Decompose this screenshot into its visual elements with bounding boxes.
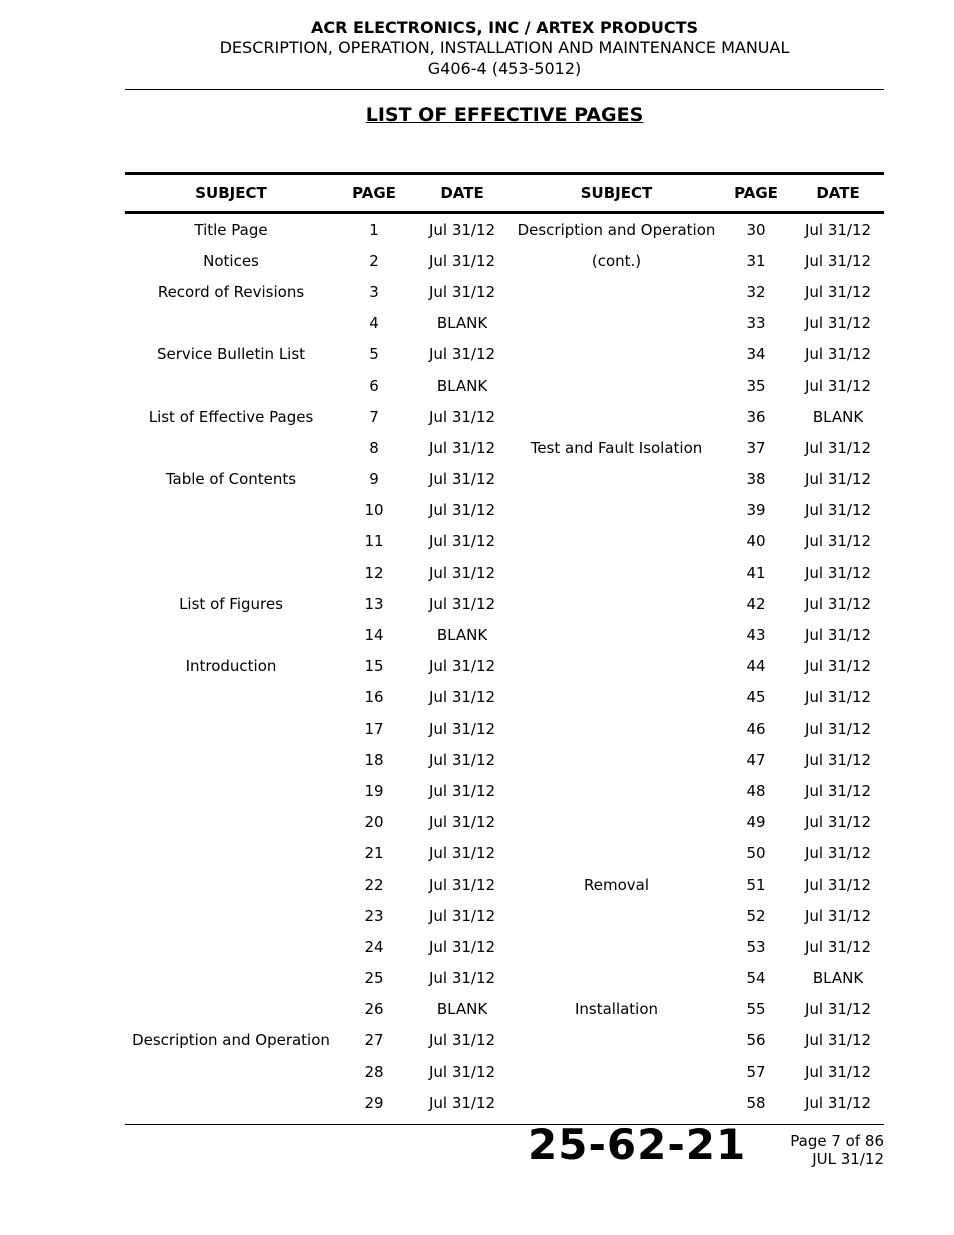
subject-cell bbox=[513, 276, 720, 307]
subject-cell bbox=[513, 963, 720, 994]
page-cell: 58 bbox=[746, 1093, 766, 1112]
table-row bbox=[125, 464, 884, 495]
subject-cell bbox=[513, 588, 720, 619]
date-cell: Jul 31/12 bbox=[804, 875, 872, 894]
date-cell: Jul 31/12 bbox=[428, 657, 496, 676]
table-row bbox=[125, 775, 884, 806]
table-row bbox=[125, 994, 884, 1025]
table-row bbox=[125, 869, 884, 900]
table-row bbox=[125, 651, 884, 682]
page-cell: 9 bbox=[369, 470, 379, 489]
subject-cell bbox=[125, 900, 337, 931]
subject-cell bbox=[125, 994, 337, 1025]
subject-cell bbox=[125, 619, 337, 650]
table-row bbox=[125, 495, 884, 526]
date-cell: Jul 31/12 bbox=[428, 906, 496, 925]
page-cell: 38 bbox=[746, 470, 766, 489]
date-cell: Jul 31/12 bbox=[428, 844, 496, 863]
date-cell: BLANK bbox=[812, 407, 864, 426]
table-row bbox=[125, 900, 884, 931]
page-cell: 54 bbox=[746, 969, 766, 988]
table-row bbox=[125, 931, 884, 962]
page-cell: 50 bbox=[746, 844, 766, 863]
subject-cell bbox=[513, 308, 720, 339]
table-row bbox=[125, 213, 884, 246]
date-cell: Jul 31/12 bbox=[428, 563, 496, 582]
subject-cell bbox=[513, 900, 720, 931]
page-cell: 8 bbox=[369, 438, 379, 457]
page-cell: 32 bbox=[746, 282, 766, 301]
table-row bbox=[125, 526, 884, 557]
page-cell: 37 bbox=[746, 438, 766, 457]
page-cell: 39 bbox=[746, 501, 766, 520]
page-cell: 11 bbox=[364, 532, 384, 551]
subject-cell bbox=[125, 526, 337, 557]
date-cell: Jul 31/12 bbox=[428, 875, 496, 894]
revision-date: JUL 31/12 bbox=[812, 1150, 884, 1168]
subject-cell: Removal bbox=[583, 875, 649, 894]
page-cell: 49 bbox=[746, 813, 766, 832]
page-cell: 28 bbox=[364, 1062, 384, 1081]
subject-cell bbox=[513, 1025, 720, 1056]
page-cell: 48 bbox=[746, 781, 766, 800]
subject-cell bbox=[125, 1056, 337, 1087]
date-cell: Jul 31/12 bbox=[804, 438, 872, 457]
page-cell: 53 bbox=[746, 937, 766, 956]
subject-cell bbox=[513, 744, 720, 775]
subject-cell bbox=[125, 838, 337, 869]
subject-cell: Record of Revisions bbox=[157, 282, 305, 301]
subject-cell bbox=[125, 557, 337, 588]
subject-cell: Service Bulletin List bbox=[156, 345, 306, 364]
date-cell: Jul 31/12 bbox=[804, 719, 872, 738]
date-cell: Jul 31/12 bbox=[428, 501, 496, 520]
subject-cell: Test and Fault Isolation bbox=[530, 438, 703, 457]
subject-cell bbox=[125, 1087, 337, 1118]
page-title: LIST OF EFFECTIVE PAGES bbox=[365, 104, 644, 126]
page-cell: 21 bbox=[364, 844, 384, 863]
page-cell: 16 bbox=[364, 688, 384, 707]
date-cell: BLANK bbox=[436, 376, 488, 395]
page-cell: 22 bbox=[364, 875, 384, 894]
date-cell: Jul 31/12 bbox=[428, 937, 496, 956]
subject-cell bbox=[513, 370, 720, 401]
footer-divider bbox=[125, 1124, 884, 1125]
subject-cell bbox=[513, 1056, 720, 1087]
date-cell: Jul 31/12 bbox=[804, 657, 872, 676]
subject-cell bbox=[513, 495, 720, 526]
page-cell: 3 bbox=[369, 282, 379, 301]
table-row bbox=[125, 682, 884, 713]
date-cell: Jul 31/12 bbox=[804, 470, 872, 489]
table-row bbox=[125, 276, 884, 307]
page-cell: 5 bbox=[369, 345, 379, 364]
table-row bbox=[125, 557, 884, 588]
document-number: 25-62-21 bbox=[528, 1120, 747, 1169]
page-cell: 52 bbox=[746, 906, 766, 925]
date-cell: Jul 31/12 bbox=[804, 781, 872, 800]
page-cell: 33 bbox=[746, 314, 766, 333]
table-row bbox=[125, 432, 884, 463]
page-number: Page 7 of 86 bbox=[790, 1132, 884, 1150]
page-cell: 46 bbox=[746, 719, 766, 738]
page-cell: 23 bbox=[364, 906, 384, 925]
subject-cell bbox=[513, 464, 720, 495]
date-cell: Jul 31/12 bbox=[428, 407, 496, 426]
date-cell: BLANK bbox=[436, 626, 488, 645]
date-cell: Jul 31/12 bbox=[428, 438, 496, 457]
subject-cell: Installation bbox=[574, 1000, 659, 1019]
page-cell: 6 bbox=[369, 376, 379, 395]
subject-cell: Notices bbox=[203, 251, 259, 270]
date-cell: Jul 31/12 bbox=[804, 906, 872, 925]
date-cell: Jul 31/12 bbox=[804, 1000, 872, 1019]
subject-cell bbox=[125, 744, 337, 775]
page-cell: 31 bbox=[746, 251, 766, 270]
table-row bbox=[125, 245, 884, 276]
subject-cell bbox=[513, 931, 720, 962]
date-cell: Jul 31/12 bbox=[428, 282, 496, 301]
subject-cell bbox=[513, 401, 720, 432]
page-cell: 20 bbox=[364, 813, 384, 832]
column-header: SUBJECT bbox=[125, 174, 337, 213]
table-row bbox=[125, 339, 884, 370]
page-cell: 35 bbox=[746, 376, 766, 395]
page-cell: 25 bbox=[364, 969, 384, 988]
date-cell: Jul 31/12 bbox=[428, 750, 496, 769]
subject-cell bbox=[125, 963, 337, 994]
subject-cell: Description and Operation bbox=[132, 1031, 330, 1050]
table-row bbox=[125, 370, 884, 401]
date-cell: Jul 31/12 bbox=[428, 781, 496, 800]
page-cell: 19 bbox=[364, 781, 384, 800]
date-cell: Jul 31/12 bbox=[428, 251, 496, 270]
date-cell: Jul 31/12 bbox=[804, 1031, 872, 1050]
date-cell: Jul 31/12 bbox=[428, 1062, 496, 1081]
subject-cell bbox=[125, 869, 337, 900]
subject-cell bbox=[513, 682, 720, 713]
date-cell: Jul 31/12 bbox=[804, 688, 872, 707]
page-cell: 10 bbox=[364, 501, 384, 520]
subject-cell bbox=[125, 308, 337, 339]
subject-cell bbox=[513, 339, 720, 370]
subject-cell bbox=[125, 495, 337, 526]
subject-cell bbox=[513, 807, 720, 838]
date-cell: Jul 31/12 bbox=[428, 969, 496, 988]
subject-cell bbox=[513, 526, 720, 557]
date-cell: Jul 31/12 bbox=[804, 1062, 872, 1081]
column-header: DATE bbox=[411, 174, 513, 213]
date-cell: Jul 31/12 bbox=[428, 345, 496, 364]
date-cell: Jul 31/12 bbox=[804, 532, 872, 551]
date-cell: Jul 31/12 bbox=[428, 719, 496, 738]
page-cell: 2 bbox=[369, 251, 379, 270]
date-cell: Jul 31/12 bbox=[428, 1093, 496, 1112]
table-row bbox=[125, 963, 884, 994]
date-cell: BLANK bbox=[812, 969, 864, 988]
date-cell: Jul 31/12 bbox=[804, 376, 872, 395]
subject-cell bbox=[513, 838, 720, 869]
date-cell: Jul 31/12 bbox=[428, 1031, 496, 1050]
subject-cell: (cont.) bbox=[591, 251, 642, 270]
page-cell: 12 bbox=[364, 563, 384, 582]
page-cell: 42 bbox=[746, 594, 766, 613]
page-cell: 17 bbox=[364, 719, 384, 738]
page-cell: 34 bbox=[746, 345, 766, 364]
subject-cell bbox=[513, 713, 720, 744]
page-cell: 41 bbox=[746, 563, 766, 582]
date-cell: Jul 31/12 bbox=[804, 314, 872, 333]
subject-cell bbox=[513, 651, 720, 682]
date-cell: Jul 31/12 bbox=[428, 594, 496, 613]
effective-pages-table bbox=[125, 172, 884, 1118]
date-cell: Jul 31/12 bbox=[428, 470, 496, 489]
date-cell: BLANK bbox=[436, 1000, 488, 1019]
subject-cell: Description and Operation bbox=[517, 220, 716, 239]
table-header-row bbox=[125, 174, 884, 213]
page-cell: 55 bbox=[746, 1000, 766, 1019]
header-divider bbox=[125, 89, 884, 90]
page-cell: 57 bbox=[746, 1062, 766, 1081]
table-row bbox=[125, 1087, 884, 1118]
subject-cell bbox=[125, 775, 337, 806]
subject-cell: List of Figures bbox=[179, 594, 283, 613]
date-cell: Jul 31/12 bbox=[804, 345, 872, 364]
subject-cell bbox=[513, 775, 720, 806]
page-cell: 13 bbox=[364, 594, 384, 613]
date-cell: BLANK bbox=[436, 314, 488, 333]
page-cell: 27 bbox=[364, 1031, 384, 1050]
column-header: PAGE bbox=[720, 174, 792, 213]
date-cell: Jul 31/12 bbox=[804, 251, 872, 270]
subject-cell bbox=[125, 807, 337, 838]
date-cell: Jul 31/12 bbox=[804, 844, 872, 863]
table-row bbox=[125, 713, 884, 744]
column-header: PAGE bbox=[337, 174, 411, 213]
page-cell: 14 bbox=[364, 626, 384, 645]
page-cell: 1 bbox=[369, 220, 379, 239]
date-cell: Jul 31/12 bbox=[804, 1093, 872, 1112]
company-name: ACR ELECTRONICS, INC / ARTEX PRODUCTS bbox=[310, 18, 699, 37]
subject-cell bbox=[125, 713, 337, 744]
page-cell: 30 bbox=[746, 220, 766, 239]
page-cell: 47 bbox=[746, 750, 766, 769]
table-row bbox=[125, 1056, 884, 1087]
page-info bbox=[790, 1132, 884, 1168]
page-cell: 24 bbox=[364, 937, 384, 956]
table-row bbox=[125, 744, 884, 775]
page-cell: 7 bbox=[369, 407, 379, 426]
column-header: SUBJECT bbox=[513, 174, 720, 213]
page-cell: 51 bbox=[746, 875, 766, 894]
date-cell: Jul 31/12 bbox=[804, 220, 872, 239]
date-cell: Jul 31/12 bbox=[428, 688, 496, 707]
subject-cell: Title Page bbox=[194, 220, 268, 239]
subject-cell: Table of Contents bbox=[165, 470, 297, 489]
page-cell: 45 bbox=[746, 688, 766, 707]
subject-cell bbox=[125, 931, 337, 962]
date-cell: Jul 31/12 bbox=[428, 813, 496, 832]
page-cell: 43 bbox=[746, 626, 766, 645]
date-cell: Jul 31/12 bbox=[804, 750, 872, 769]
manual-title: DESCRIPTION, OPERATION, INSTALLATION AND MAINTENANCE MANUAL bbox=[219, 38, 790, 57]
table-row bbox=[125, 619, 884, 650]
date-cell: Jul 31/12 bbox=[428, 220, 496, 239]
subject-cell bbox=[125, 682, 337, 713]
subject-cell bbox=[125, 432, 337, 463]
subject-cell bbox=[513, 1087, 720, 1118]
page-cell: 56 bbox=[746, 1031, 766, 1050]
page-cell: 26 bbox=[364, 1000, 384, 1019]
table-body bbox=[125, 213, 884, 1119]
page-cell: 36 bbox=[746, 407, 766, 426]
subject-cell: List of Effective Pages bbox=[148, 407, 314, 426]
date-cell: Jul 31/12 bbox=[804, 626, 872, 645]
model-number: G406-4 (453-5012) bbox=[427, 59, 582, 78]
page-cell: 15 bbox=[364, 657, 384, 676]
page-header bbox=[0, 18, 954, 80]
page-cell: 44 bbox=[746, 657, 766, 676]
table-row bbox=[125, 308, 884, 339]
subject-cell bbox=[513, 619, 720, 650]
date-cell: Jul 31/12 bbox=[804, 563, 872, 582]
date-cell: Jul 31/12 bbox=[804, 937, 872, 956]
subject-cell bbox=[513, 557, 720, 588]
page-cell: 40 bbox=[746, 532, 766, 551]
column-header: DATE bbox=[792, 174, 884, 213]
date-cell: Jul 31/12 bbox=[804, 501, 872, 520]
page-cell: 29 bbox=[364, 1093, 384, 1112]
subject-cell bbox=[125, 370, 337, 401]
date-cell: Jul 31/12 bbox=[804, 282, 872, 301]
table-row bbox=[125, 807, 884, 838]
table-row bbox=[125, 1025, 884, 1056]
table-row bbox=[125, 838, 884, 869]
date-cell: Jul 31/12 bbox=[804, 594, 872, 613]
subject-cell: Introduction bbox=[185, 657, 277, 676]
table-row bbox=[125, 401, 884, 432]
page-cell: 18 bbox=[364, 750, 384, 769]
date-cell: Jul 31/12 bbox=[428, 532, 496, 551]
page-cell: 4 bbox=[369, 314, 379, 333]
date-cell: Jul 31/12 bbox=[804, 813, 872, 832]
table-row bbox=[125, 588, 884, 619]
